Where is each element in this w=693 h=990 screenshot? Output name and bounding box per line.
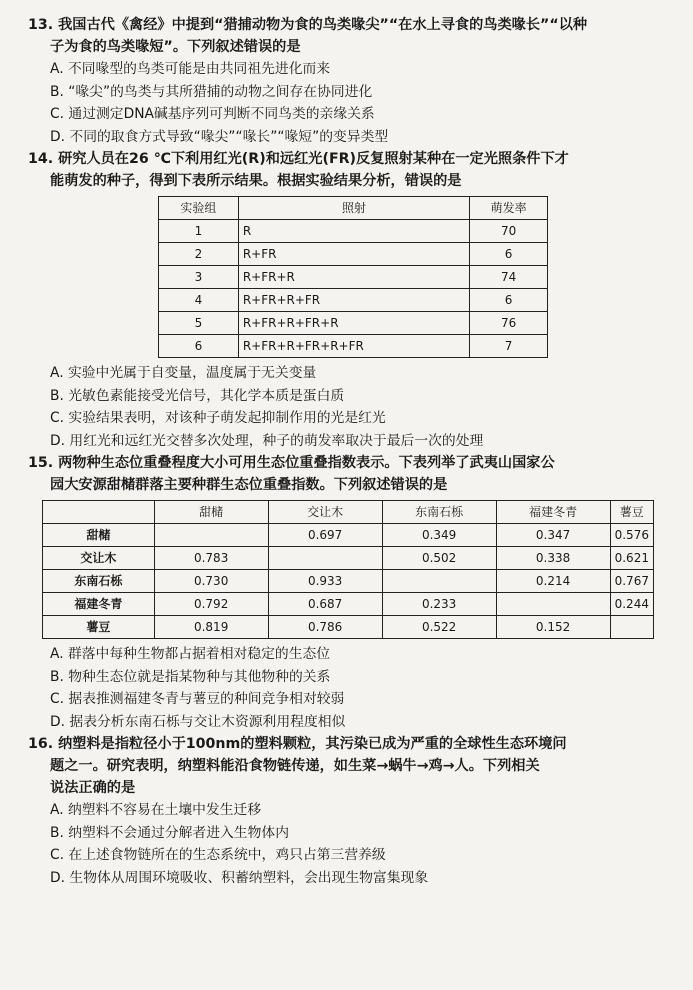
row-header-cell: 福建冬青 — [43, 593, 155, 616]
table-cell: 6 — [470, 289, 548, 312]
table-cell: 0.933 — [268, 570, 382, 593]
table-cell: 70 — [470, 220, 548, 243]
q16-option-d: D. 生物体从周围环境吸收、积蓄纳塑料，会出现生物富集现象 — [50, 869, 429, 886]
table-row — [159, 312, 548, 335]
table-cell — [154, 524, 268, 547]
q13-option-c: C. 通过测定DNA碱基序列可判断不同鸟类的亲缘关系 — [50, 106, 375, 122]
table-cell: 0.522 — [382, 616, 496, 639]
q16-option-c: C. 在上述食物链所在的生态系统中，鸡只占第三营养级 — [50, 847, 386, 863]
table-cell: R+FR — [238, 243, 469, 266]
header-cell: 甜槠 — [154, 501, 268, 524]
table-cell: 5 — [159, 312, 239, 335]
q15-stem-line2: 园大安源甜槠群落主要种群生态位重叠指数。下列叙述错误的是 — [50, 477, 448, 493]
table-row — [159, 266, 548, 289]
q13-option-a: A. 不同喙型的鸟类可能是由共同祖先进化而来 — [50, 61, 331, 77]
table-row — [43, 570, 654, 593]
table-cell: 6 — [159, 335, 239, 358]
q15-option-b: B. 物种生态位就是指某物种与其他物种的关系 — [50, 668, 331, 685]
table-header-row — [159, 197, 548, 220]
table-cell: 0.783 — [154, 547, 268, 570]
question-14 — [28, 148, 663, 452]
table-cell: 0.347 — [496, 524, 610, 547]
table-cell: 76 — [470, 312, 548, 335]
table-cell: 1 — [159, 220, 239, 243]
header-cell — [43, 501, 155, 524]
table-cell — [610, 616, 653, 639]
table-cell — [268, 547, 382, 570]
q13-option-b: B. “喙尖”的鸟类与其所猎捕的动物之间存在协同进化 — [50, 83, 373, 100]
table-row — [43, 524, 654, 547]
q14-option-b: B. 光敏色素能接受光信号，其化学本质是蛋白质 — [50, 387, 345, 404]
row-header-cell: 交让木 — [43, 547, 155, 570]
question-15 — [28, 452, 663, 733]
table-cell: 0.786 — [268, 616, 382, 639]
table-cell: 0.621 — [610, 547, 653, 570]
table-cell: 6 — [470, 243, 548, 266]
table-cell: 0.214 — [496, 570, 610, 593]
table-cell — [382, 570, 496, 593]
header-cell: 交让木 — [268, 501, 382, 524]
q14-table — [158, 196, 548, 358]
table-cell: 74 — [470, 266, 548, 289]
q15-stem-line1: 15. 两物种生态位重叠程度大小可用生态位重叠指数表示。下表列举了武夷山国家公 — [28, 455, 555, 471]
q14-option-c: C. 实验结果表明，对该种子萌发起抑制作用的光是红光 — [50, 410, 386, 426]
table-row — [43, 547, 654, 570]
table-cell: R+FR+R+FR — [238, 289, 469, 312]
q16-stem-line2: 题之一。研究表明，纳塑料能沿食物链传递，如生菜→蜗牛→鸡→人。下列相关 — [50, 758, 540, 774]
table-row — [43, 616, 654, 639]
table-cell: 0.687 — [268, 593, 382, 616]
table-cell: 0.349 — [382, 524, 496, 547]
q14-stem-line2: 能萌发的种子，得到下表所示结果。根据实验结果分析，错误的是 — [50, 173, 462, 189]
table-cell: 0.819 — [154, 616, 268, 639]
table-cell: R+FR+R — [238, 266, 469, 289]
q15-option-a: A. 群落中每种生物都占据着相对稳定的生态位 — [50, 646, 331, 662]
table-cell — [496, 593, 610, 616]
q15-table — [42, 500, 654, 639]
table-row — [159, 243, 548, 266]
table-cell: R+FR+R+FR+R+FR — [238, 335, 469, 358]
table-row — [159, 220, 548, 243]
q16-stem-line3: 说法正确的是 — [50, 780, 136, 796]
table-cell: 0.697 — [268, 524, 382, 547]
table-header-row — [43, 501, 654, 524]
header-cell: 照射 — [238, 197, 469, 220]
row-header-cell: 东南石栎 — [43, 570, 155, 593]
table-cell: 0.502 — [382, 547, 496, 570]
q16-option-b: B. 纳塑料不会通过分解者进入生物体内 — [50, 824, 289, 841]
q16-option-a: A. 纳塑料不容易在土壤中发生迁移 — [50, 802, 262, 818]
header-cell: 萌发率 — [470, 197, 548, 220]
q13-stem-line1: 13. 我国古代《禽经》中提到“猎捕动物为食的鸟类喙尖”“在水上寻食的鸟类喙长”“以种 — [28, 17, 588, 33]
row-header-cell: 薯豆 — [43, 616, 155, 639]
question-13 — [28, 14, 663, 148]
header-cell: 薯豆 — [610, 501, 653, 524]
table-cell: 2 — [159, 243, 239, 266]
row-header-cell: 甜槠 — [43, 524, 155, 547]
q14-option-a: A. 实验中光属于自变量，温度属于无关变量 — [50, 365, 317, 381]
table-cell: 0.576 — [610, 524, 653, 547]
q15-option-d: D. 据表分析东南石栎与交让木资源利用程度相似 — [50, 713, 346, 730]
table-cell: 0.730 — [154, 570, 268, 593]
table-cell: 7 — [470, 335, 548, 358]
table-row — [159, 335, 548, 358]
table-cell: 3 — [159, 266, 239, 289]
header-cell: 东南石栎 — [382, 501, 496, 524]
table-cell: R — [238, 220, 469, 243]
header-cell: 福建冬青 — [496, 501, 610, 524]
q14-option-d: D. 用红光和远红光交替多次处理，种子的萌发率取决于最后一次的处理 — [50, 432, 484, 449]
table-cell: 0.152 — [496, 616, 610, 639]
table-cell: 0.233 — [382, 593, 496, 616]
table-cell: 0.244 — [610, 593, 653, 616]
table-cell: 4 — [159, 289, 239, 312]
q16-stem-line1: 16. 纳塑料是指粒径小于100nm的塑料颗粒，其污染已成为严重的全球性生态环境问 — [28, 736, 567, 752]
q14-stem-line1: 14. 研究人员在26 ℃下利用红光(R)和远红光(FR)反复照射某种在一定光照条件下才 — [28, 151, 569, 167]
table-row — [43, 593, 654, 616]
table-cell: 0.338 — [496, 547, 610, 570]
question-16 — [28, 733, 663, 889]
q13-option-d: D. 不同的取食方式导致“喙尖”“喙长”“喙短”的变异类型 — [50, 128, 389, 145]
table-cell: 0.792 — [154, 593, 268, 616]
table-cell: R+FR+R+FR+R — [238, 312, 469, 335]
q13-stem-line2: 子为食的鸟类喙短”。下列叙述错误的是 — [50, 39, 301, 55]
table-row — [159, 289, 548, 312]
q15-option-c: C. 据表推测福建冬青与薯豆的种间竞争相对较弱 — [50, 691, 345, 707]
table-cell: 0.767 — [610, 570, 653, 593]
header-cell: 实验组 — [159, 197, 239, 220]
